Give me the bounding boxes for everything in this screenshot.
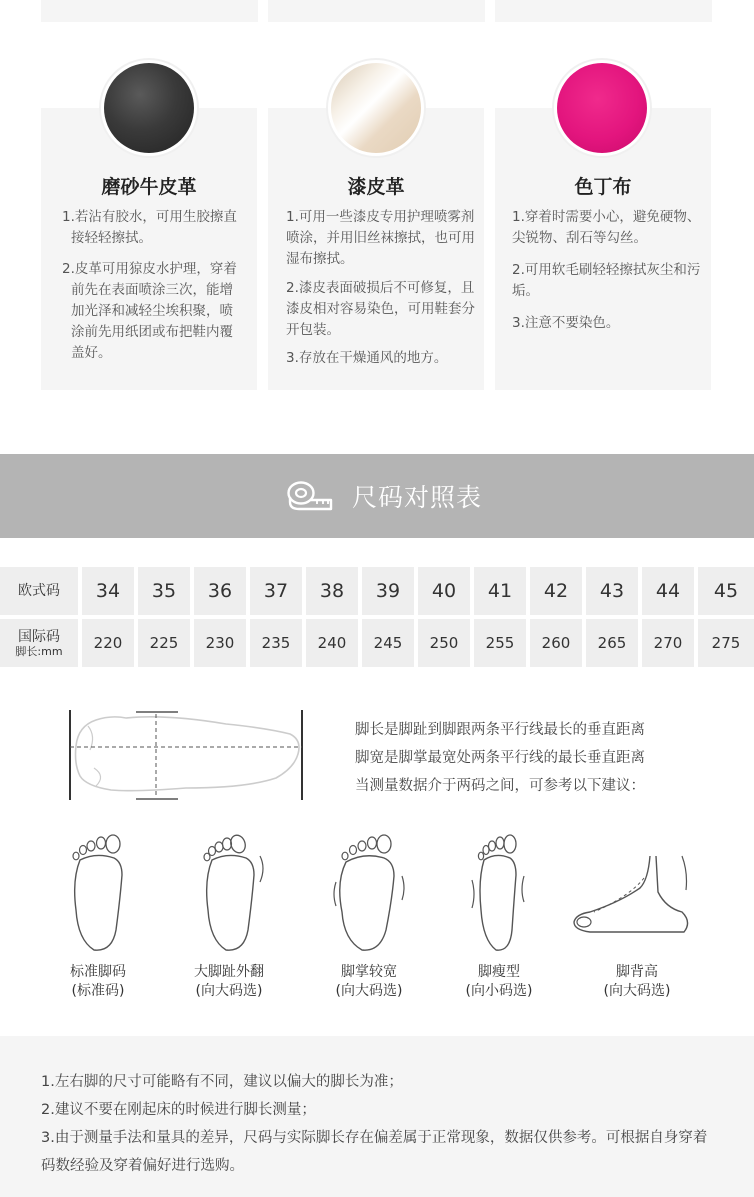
row-label-intl: 国际码 脚长:mm <box>0 619 78 667</box>
care-item: 2.漆皮表面破损后不可修复，且漆皮相对容易染色，可用鞋套分开包装。 <box>286 280 475 338</box>
note-item: 2.建议不要在刚起床的时候进行脚长测量； <box>41 1102 316 1118</box>
care-item: 1.穿着时需要小心，避免硬物、尖锐物、刮石等勾丝。 <box>512 209 701 246</box>
care-title: 磨砂牛皮革 <box>101 176 197 198</box>
eu-size-cell: 43 <box>586 567 638 615</box>
eu-size-cell: 37 <box>250 567 302 615</box>
high-instep-foot-icon <box>570 852 694 936</box>
material-swatch <box>554 60 650 156</box>
eu-size-cell: 45 <box>698 567 754 615</box>
foot-length-cell: 265 <box>586 619 638 667</box>
foot-type-label: 脚背高 (向大码选) <box>603 964 671 999</box>
care-item: 1.若沾有胶水，可用生胶擦直接轻轻擦拭。 <box>62 209 237 246</box>
foot-type-label: 大脚趾外翻 (向大码选) <box>194 964 264 999</box>
slim-foot-icon <box>466 830 532 954</box>
card-remnant <box>495 0 712 22</box>
note-item: 3.由于测量手法和量具的差异，尺码与实际脚长存在偏差属于正常现象，数据仅供参考。可根据自身穿着码数经验及穿着偏好进行选购。 <box>41 1130 708 1174</box>
foot-measure-diagram <box>66 706 308 804</box>
eu-size-cell: 40 <box>418 567 470 615</box>
material-swatch <box>328 60 424 156</box>
foot-length-cell: 220 <box>82 619 134 667</box>
eu-size-cell: 36 <box>194 567 246 615</box>
foot-length-cell: 240 <box>306 619 358 667</box>
size-chart-banner <box>0 454 754 538</box>
note-item: 1.左右脚的尺寸可能略有不同，建议以偏大的脚长为准； <box>41 1074 403 1090</box>
foot-type-label: 脚掌较宽 (向大码选) <box>335 964 403 999</box>
foot-length-cell: 255 <box>474 619 526 667</box>
eu-size-cell: 44 <box>642 567 694 615</box>
care-item: 3.注意不要染色。 <box>512 315 620 331</box>
eu-size-cell: 35 <box>138 567 190 615</box>
card-remnant <box>41 0 258 22</box>
card-remnant <box>268 0 485 22</box>
eu-size-cell: 42 <box>530 567 582 615</box>
eu-size-cell: 34 <box>82 567 134 615</box>
foot-length-cell: 245 <box>362 619 414 667</box>
tape-measure-icon <box>287 480 333 512</box>
foot-length-cell: 235 <box>250 619 302 667</box>
foot-length-cell: 275 <box>698 619 754 667</box>
care-item: 2.皮革可用猄皮水护理，穿着前先在表面喷涂三次，能增加光泽和减轻尘埃积聚，喷涂前先用纸团或布把鞋内覆盖好。 <box>62 261 237 361</box>
foot-length-cell: 270 <box>642 619 694 667</box>
foot-length-cell: 230 <box>194 619 246 667</box>
wide-foot-icon <box>332 830 406 954</box>
size-chart-title: 尺码对照表 <box>352 483 483 512</box>
eu-size-cell: 38 <box>306 567 358 615</box>
eu-size-cell: 39 <box>362 567 414 615</box>
bunion-foot-icon <box>198 830 272 954</box>
care-title: 色丁布 <box>574 176 632 198</box>
eu-size-cell: 41 <box>474 567 526 615</box>
patent-swatch <box>331 63 421 153</box>
care-title: 漆皮革 <box>347 176 405 198</box>
row-label-eu: 欧式码 <box>0 567 78 615</box>
measure-line: 脚长是脚趾到脚跟两条平行线最长的垂直距离 <box>355 722 645 738</box>
care-item: 1.可用一些漆皮专用护理喷雾剂喷涂，并用旧丝袜擦拭，也可用湿布擦拭。 <box>286 209 475 267</box>
measure-line: 脚宽是脚掌最宽处两条平行线的最长垂直距离 <box>355 750 645 766</box>
foot-type-label: 脚瘦型 (向小码选) <box>465 964 533 999</box>
foot-length-cell: 225 <box>138 619 190 667</box>
material-swatch <box>101 60 197 156</box>
notes-panel <box>0 1036 754 1197</box>
suede-swatch <box>104 63 194 153</box>
satin-swatch <box>557 63 647 153</box>
foot-type-label: 标准脚码 (标准码) <box>70 964 126 999</box>
measure-line: 当测量数据介于两码之间，可参考以下建议： <box>355 778 645 794</box>
standard-foot-icon <box>66 830 130 954</box>
foot-length-cell: 260 <box>530 619 582 667</box>
foot-length-cell: 250 <box>418 619 470 667</box>
care-item: 3.存放在干燥通风的地方。 <box>286 350 448 366</box>
care-item: 2.可用软毛刷轻轻擦拭灰尘和污垢。 <box>512 262 701 299</box>
